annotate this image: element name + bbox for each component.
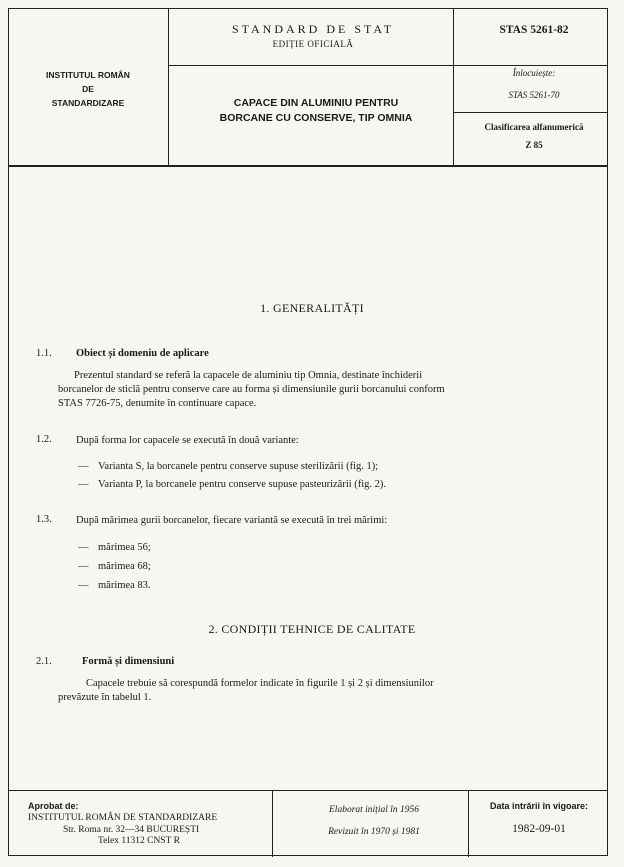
- header-divider: [453, 112, 608, 113]
- effective-date-label: Data intrării în vigoare:: [489, 801, 589, 811]
- standard-subtitle: EDIȚIE OFICIALĂ: [272, 39, 354, 49]
- approved-label: Aprobat de:: [28, 801, 79, 811]
- paragraph-line: prevăzute în tabelul 1.: [58, 692, 152, 703]
- list-item-text: mărimea 56;: [98, 542, 151, 553]
- clause-1-2-text: După forma lor capacele se execută în două variante:: [76, 435, 299, 446]
- document-footer: [8, 790, 608, 857]
- initial-edition: Elaborat inițial în 1956: [329, 805, 419, 815]
- paragraph-line: borcanelor de sticlă pentru conserve care au forma și dimensiunile gurii borcanului conform: [58, 384, 445, 395]
- header-divider: [8, 165, 608, 167]
- institute-line: DE: [82, 84, 94, 94]
- classification-label: Clasificarea alfanumerică: [484, 122, 584, 132]
- approved-line: INSTITUTUL ROMÂN DE STANDARDIZARE: [28, 813, 218, 823]
- header-divider: [168, 65, 608, 66]
- revision-info: Revizuit în 1970 și 1981: [328, 827, 420, 837]
- list-item-text: mărimea 68;: [98, 561, 151, 572]
- stas-code: STAS 5261-82: [499, 24, 569, 36]
- institute-line: INSTITUTUL ROMÂN: [46, 70, 130, 80]
- list-item: [78, 580, 150, 591]
- approved-line: Str. Roma nr. 32—34 BUCUREȘTI: [63, 825, 200, 835]
- product-title: [176, 96, 456, 126]
- list-item: [78, 561, 151, 572]
- paragraph-line: Prezentul standard se referă la capacele de aluminiu tip Omnia, destinate închiderii: [74, 370, 423, 381]
- replaces-value: STAS 5261-70: [508, 90, 560, 100]
- clause-1-3-text: După mărimea gurii borcanelor, fiecare variantă se execută în trei mărimi:: [76, 515, 388, 526]
- product-title-line: CAPACE DIN ALUMINIU PENTRU: [233, 97, 399, 109]
- list-item: [78, 461, 378, 472]
- clause-title: Obiect și domeniu de aplicare: [76, 348, 209, 359]
- list-dash: —: [78, 542, 89, 553]
- approved-line: Telex 11312 CNST R: [98, 836, 180, 846]
- clause-1-1-paragraph: [58, 369, 590, 411]
- product-title-line: BORCANE CU CONSERVE, TIP OMNIA: [219, 112, 413, 124]
- list-dash: —: [78, 561, 89, 572]
- paragraph-line: STAS 7726-75, denumite în continuare capace.: [58, 398, 257, 409]
- clause-number: 1.2.: [36, 434, 52, 445]
- clause-number: 1.3.: [36, 514, 52, 525]
- paragraph-line: Capacele trebuie să corespundă formelor indicate în figurile 1 și 2 și dimensiunilor: [86, 678, 434, 689]
- list-item-text: Varianta P, la borcanele pentru conserve supuse pasteurizării (fig. 2).: [98, 479, 387, 490]
- footer-divider: [272, 791, 273, 857]
- list-item-text: mărimea 83.: [98, 580, 151, 591]
- effective-date-value: 1982-09-01: [512, 823, 566, 835]
- clause-title: Formă și dimensiuni: [82, 656, 175, 667]
- institute-line: STANDARDIZARE: [51, 98, 125, 108]
- list-item: [78, 479, 386, 490]
- list-dash: —: [78, 461, 89, 472]
- document-header: [8, 8, 608, 165]
- clause-number: 2.1.: [36, 656, 52, 667]
- standard-title: STANDARD DE STAT: [231, 22, 395, 36]
- list-item-text: Varianta S, la borcanele pentru conserve supuse sterilizării (fig. 1);: [98, 461, 379, 472]
- list-dash: —: [78, 580, 89, 591]
- institute-name: [8, 68, 168, 110]
- list-dash: —: [78, 479, 89, 490]
- section-1-title: 1. GENERALITĂȚI: [260, 301, 364, 315]
- clause-number: 1.1.: [36, 348, 52, 359]
- section-2-title: 2. CONDIȚII TEHNICE DE CALITATE: [208, 622, 416, 636]
- replaces-label: Înlocuiește:: [512, 68, 556, 78]
- clause-2-1-paragraph: [58, 677, 590, 705]
- list-item: [78, 542, 151, 553]
- classification-value: Z 85: [525, 140, 543, 150]
